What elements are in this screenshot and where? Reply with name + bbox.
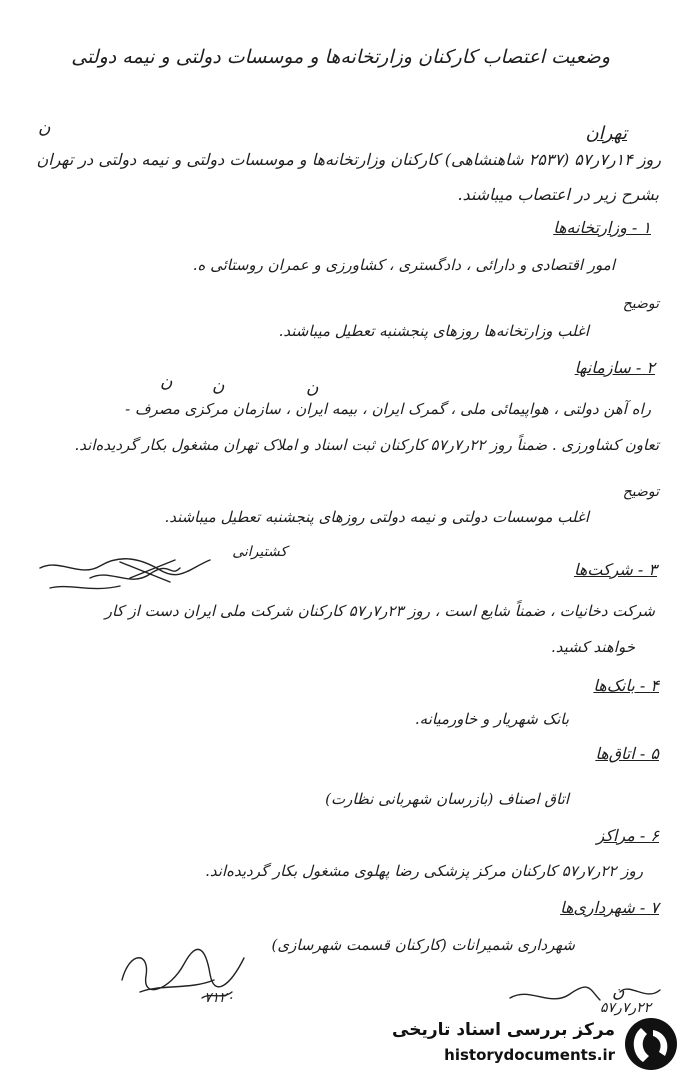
initials-mark xyxy=(500,978,680,1018)
city-heading: تهران xyxy=(585,123,627,144)
footer-date: ۲۲ر۷ر۵۷ xyxy=(600,1000,652,1016)
section-2-note-text: اغلب موسسات دولتی و نیمه دولتی روزهای پنجشنبه تعطیل میباشند. xyxy=(164,508,589,526)
margin-mark: ن xyxy=(306,378,319,398)
intro-line-2: بشرح زیر در اعتصاب میباشند. xyxy=(457,185,659,204)
section-4-heading: ۴ - بانک‌ها xyxy=(593,676,659,695)
section-2-note-label: توضیح xyxy=(622,484,659,500)
section-1-note-text: اغلب وزارتخانه‌ها روزهای پنجشنبه تعطیل میباشند. xyxy=(278,322,589,340)
section-1-text: امور اقتصادی و دارائی ، دادگستری ، کشاورزی و عمران روستائی ه. xyxy=(192,256,615,274)
footer-number: ۷۱۲۰ xyxy=(204,990,235,1006)
margin-mark: ن xyxy=(212,376,225,396)
section-1-heading: ۱ - وزارتخانه‌ها xyxy=(553,218,651,237)
section-3-text-2: خواهند کشید. xyxy=(551,638,635,656)
section-2-text: راه آهن دولتی ، هواپیمائی ملی ، گمرک ایران ، بیمه ایران ، سازمان مرکزی مصرف - xyxy=(125,400,651,418)
margin-mark: ن xyxy=(38,118,51,138)
section-3-text: شرکت دخانیات ، ضمناً شایع است ، روز ۲۳ر۷ر۵۷ کارکنان شرکت ملی ایران دست از کار xyxy=(104,602,655,620)
document-title: وضعیت اعتصاب کارکنان وزارتخانه‌ها و موسسات دولتی و نیمه دولتی xyxy=(71,46,610,68)
margin-mark: ن xyxy=(160,372,173,392)
signature-mark xyxy=(110,940,260,1020)
section-3-side-note: کشتیرانی xyxy=(232,544,287,560)
scribble-annotation xyxy=(30,538,220,608)
section-5-text: اتاق اصناف (بازرسان شهربانی نظارت) xyxy=(325,790,569,808)
watermark-site: historydocuments.ir xyxy=(444,1046,615,1064)
section-6-text: روز ۲۲ر۷ر۵۷ کارکنان مرکز پزشکی رضا پهلوی مشغول بکار گردیده‌اند. xyxy=(205,862,643,880)
intro-line-1: روز ۱۴ر۷ر۵۷ (۲۵۳۷ شاهنشاهی) کارکنان وزارتخانه‌ها و موسسات دولتی و نیمه دولتی در تهران xyxy=(36,150,661,169)
archive-logo-icon xyxy=(623,1016,679,1072)
section-2-text-2: تعاون کشاورزی . ضمناً روز ۲۲ر۷ر۵۷ کارکنان ثبت اسناد و املاک تهران مشغول بکار گردیده‌اند. xyxy=(74,436,659,454)
section-4-text: بانک شهریار و خاورمیانه. xyxy=(414,710,569,728)
section-3-heading: ۳ - شرکت‌ها xyxy=(573,560,657,579)
section-2-heading: ۲ - سازمانها xyxy=(574,358,655,377)
section-1-note-label: توضیح xyxy=(622,296,659,312)
section-5-heading: ۵ - اتاق‌ها xyxy=(595,744,659,763)
margin-mark: ن xyxy=(612,982,625,1002)
section-7-heading: ۷ - شهرداری‌ها xyxy=(560,898,659,917)
watermark-name: مرکز بررسی اسناد تاریخی xyxy=(392,1020,615,1040)
section-7-text: شهرداری شمیرانات (کارکنان قسمت شهرسازی) xyxy=(271,936,575,954)
section-6-heading: ۶ - مراکز xyxy=(596,826,659,845)
